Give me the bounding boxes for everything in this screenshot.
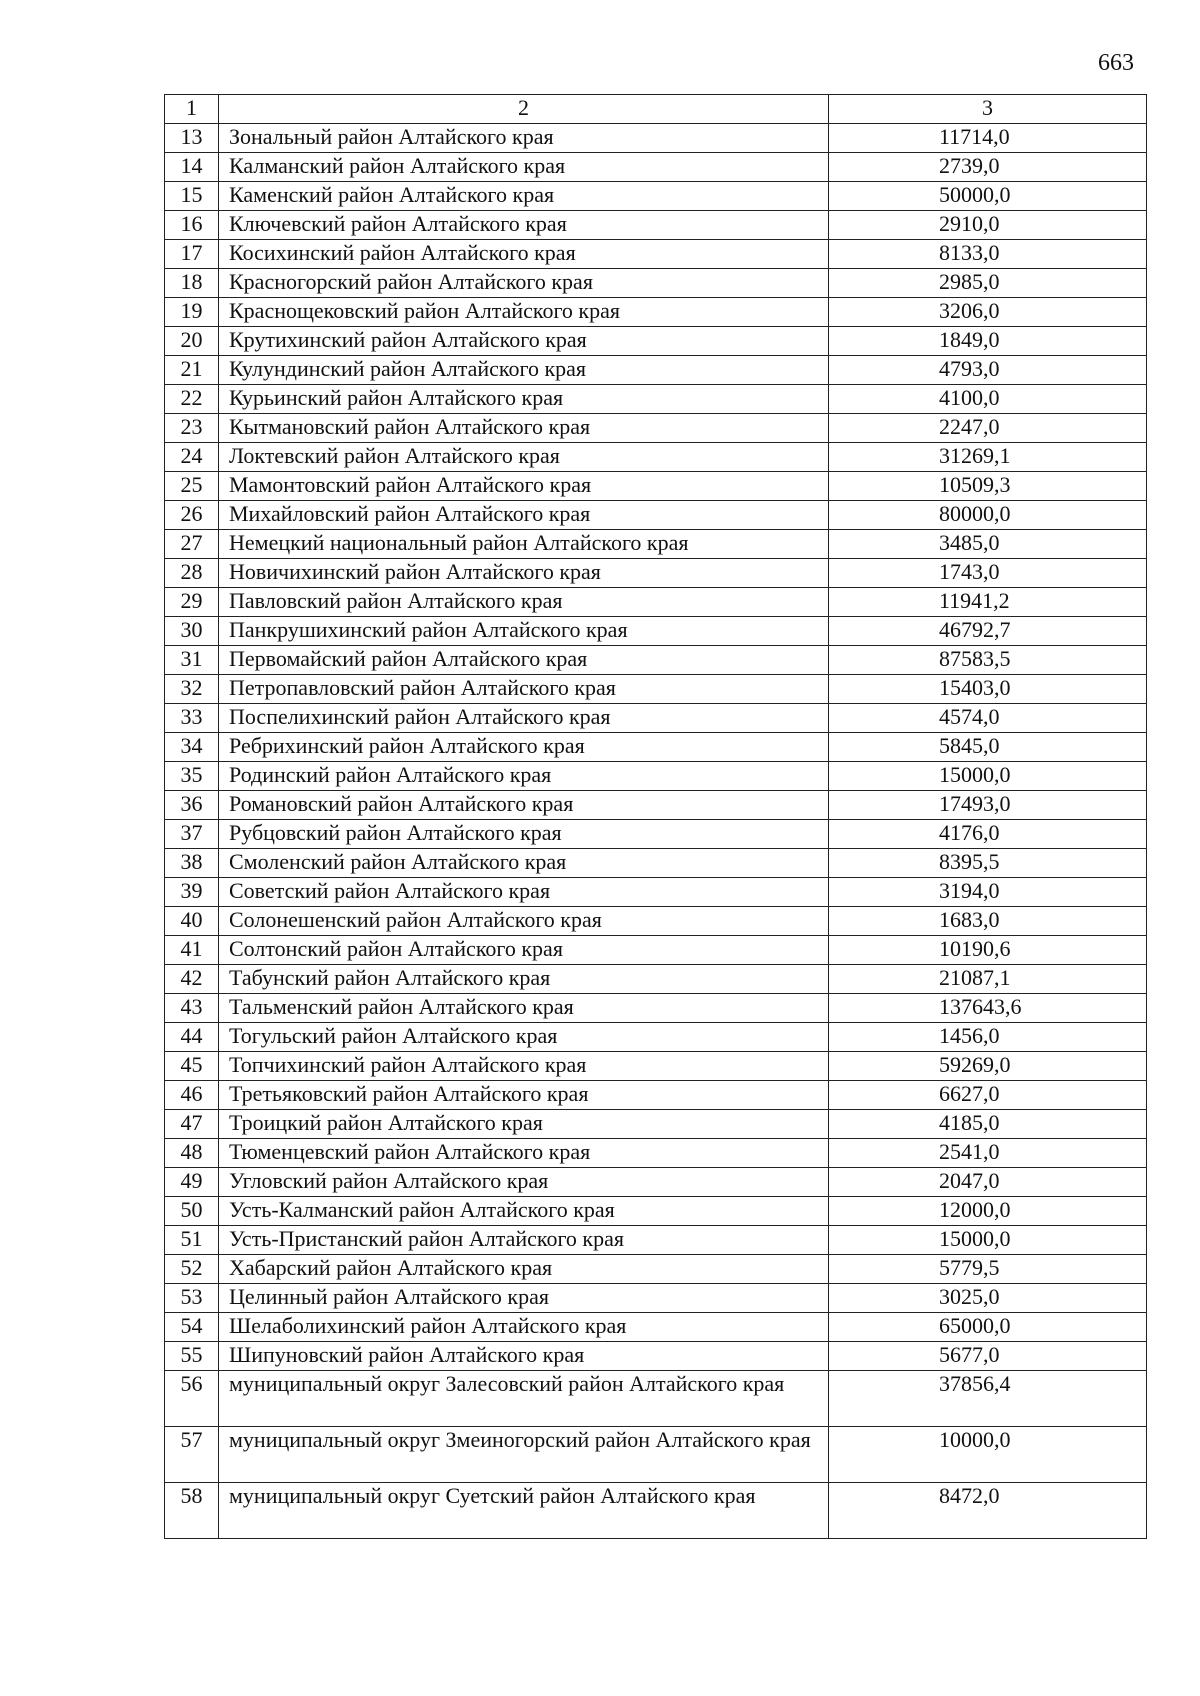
row-number-cell: 56 [165,1371,219,1427]
table-row [165,1255,1147,1284]
district-name-cell: Локтевский район Алтайского края [219,443,829,472]
amount-cell: 65000,0 [829,1313,1147,1342]
table-row [165,414,1147,443]
table-row [165,153,1147,182]
district-name-cell: Курьинский район Алтайского края [219,385,829,414]
row-number-cell: 41 [165,936,219,965]
row-number-cell: 15 [165,182,219,211]
amount-cell: 46792,7 [829,617,1147,646]
table-row [165,1226,1147,1255]
district-name-cell: Краснощековский район Алтайского края [219,298,829,327]
table-row [165,588,1147,617]
amount-cell: 37856,4 [829,1371,1147,1427]
table-row [165,1371,1147,1427]
row-number-cell: 45 [165,1052,219,1081]
amount-cell: 2047,0 [829,1168,1147,1197]
amount-cell: 2247,0 [829,414,1147,443]
table-row [165,878,1147,907]
row-number-cell: 30 [165,617,219,646]
district-name-cell: Советский район Алтайского края [219,878,829,907]
page-number: 663 [1098,50,1134,76]
table-row [165,1284,1147,1313]
row-number-cell: 43 [165,994,219,1023]
amount-cell: 10190,6 [829,936,1147,965]
amount-cell: 3025,0 [829,1284,1147,1313]
district-name-cell: Панкрушихинский район Алтайского края [219,617,829,646]
amount-cell: 3485,0 [829,530,1147,559]
amount-cell: 11714,0 [829,124,1147,153]
district-name-cell: Калманский район Алтайского края [219,153,829,182]
row-number-cell: 37 [165,820,219,849]
amount-cell: 5779,5 [829,1255,1147,1284]
row-number-cell: 23 [165,414,219,443]
row-number-cell: 44 [165,1023,219,1052]
district-name-cell: Кытмановский район Алтайского края [219,414,829,443]
district-name-cell: Павловский район Алтайского края [219,588,829,617]
row-number-cell: 22 [165,385,219,414]
table-row [165,211,1147,240]
row-number-cell: 49 [165,1168,219,1197]
row-number-cell: 25 [165,472,219,501]
amount-cell: 137643,6 [829,994,1147,1023]
amount-cell: 87583,5 [829,646,1147,675]
row-number-cell: 53 [165,1284,219,1313]
table-row [165,791,1147,820]
district-name-cell: Угловский район Алтайского края [219,1168,829,1197]
amount-cell: 11941,2 [829,588,1147,617]
table-row [165,472,1147,501]
amount-cell: 2910,0 [829,211,1147,240]
amount-cell: 10000,0 [829,1427,1147,1483]
table-header-row [165,95,1147,124]
amount-cell: 3206,0 [829,298,1147,327]
amount-cell: 4574,0 [829,704,1147,733]
district-name-cell: Рубцовский район Алтайского края [219,820,829,849]
table-row [165,965,1147,994]
table-row [165,994,1147,1023]
amount-cell: 2739,0 [829,153,1147,182]
district-name-cell: Солонешенский район Алтайского края [219,907,829,936]
amount-cell: 12000,0 [829,1197,1147,1226]
row-number-cell: 51 [165,1226,219,1255]
header-cell-3: 3 [829,95,1147,124]
district-name-cell: Каменский район Алтайского края [219,182,829,211]
district-name-cell: Табунский район Алтайского края [219,965,829,994]
district-name-cell: Романовский район Алтайского края [219,791,829,820]
amount-cell: 50000,0 [829,182,1147,211]
district-name-cell: Ключевский район Алтайского края [219,211,829,240]
district-name-cell: Хабарский район Алтайского края [219,1255,829,1284]
row-number-cell: 58 [165,1483,219,1539]
row-number-cell: 33 [165,704,219,733]
row-number-cell: 20 [165,327,219,356]
district-name-cell: Тогульский район Алтайского края [219,1023,829,1052]
amount-cell: 4793,0 [829,356,1147,385]
row-number-cell: 13 [165,124,219,153]
district-name-cell: муниципальный округ Залесовский район Алтайского края [219,1371,829,1427]
row-number-cell: 32 [165,675,219,704]
budget-table [164,94,1147,1539]
row-number-cell: 18 [165,269,219,298]
row-number-cell: 40 [165,907,219,936]
row-number-cell: 55 [165,1342,219,1371]
header-cell-2: 2 [219,95,829,124]
row-number-cell: 28 [165,559,219,588]
district-name-cell: Усть-Пристанский район Алтайского края [219,1226,829,1255]
district-name-cell: Красногорский район Алтайского края [219,269,829,298]
district-name-cell: Третьяковский район Алтайского края [219,1081,829,1110]
table-row [165,182,1147,211]
district-name-cell: Кулундинский район Алтайского края [219,356,829,385]
row-number-cell: 31 [165,646,219,675]
district-name-cell: муниципальный округ Змеиногорский район Алтайского края [219,1427,829,1483]
table-row [165,269,1147,298]
table-row [165,1168,1147,1197]
row-number-cell: 27 [165,530,219,559]
row-number-cell: 50 [165,1197,219,1226]
district-name-cell: Тюменцевский район Алтайского края [219,1139,829,1168]
district-name-cell: Тальменский район Алтайского края [219,994,829,1023]
table-row [165,1483,1147,1539]
amount-cell: 80000,0 [829,501,1147,530]
row-number-cell: 29 [165,588,219,617]
amount-cell: 4100,0 [829,385,1147,414]
table-row [165,530,1147,559]
district-name-cell: Немецкий национальный район Алтайского края [219,530,829,559]
district-name-cell: Шелаболихинский район Алтайского края [219,1313,829,1342]
district-name-cell: Зональный район Алтайского края [219,124,829,153]
row-number-cell: 26 [165,501,219,530]
table-row [165,1342,1147,1371]
row-number-cell: 36 [165,791,219,820]
district-name-cell: Новичихинский район Алтайского края [219,559,829,588]
district-name-cell: Усть-Калманский район Алтайского края [219,1197,829,1226]
district-name-cell: Мамонтовский район Алтайского края [219,472,829,501]
table-row [165,762,1147,791]
amount-cell: 6627,0 [829,1081,1147,1110]
district-name-cell: Михайловский район Алтайского края [219,501,829,530]
row-number-cell: 17 [165,240,219,269]
table-row [165,501,1147,530]
amount-cell: 15000,0 [829,1226,1147,1255]
row-number-cell: 14 [165,153,219,182]
amount-cell: 10509,3 [829,472,1147,501]
amount-cell: 15403,0 [829,675,1147,704]
row-number-cell: 48 [165,1139,219,1168]
table-row [165,1023,1147,1052]
table-row [165,1110,1147,1139]
header-cell-1: 1 [165,95,219,124]
row-number-cell: 52 [165,1255,219,1284]
amount-cell: 2541,0 [829,1139,1147,1168]
table-body [165,95,1147,1539]
row-number-cell: 34 [165,733,219,762]
row-number-cell: 19 [165,298,219,327]
amount-cell: 8472,0 [829,1483,1147,1539]
district-name-cell: Целинный район Алтайского края [219,1284,829,1313]
table-row [165,356,1147,385]
table-row [165,617,1147,646]
table-row [165,646,1147,675]
amount-cell: 59269,0 [829,1052,1147,1081]
district-name-cell: Троицкий район Алтайского края [219,1110,829,1139]
amount-cell: 3194,0 [829,878,1147,907]
district-name-cell: Петропавловский район Алтайского края [219,675,829,704]
amount-cell: 8395,5 [829,849,1147,878]
amount-cell: 5845,0 [829,733,1147,762]
row-number-cell: 42 [165,965,219,994]
table-row [165,936,1147,965]
row-number-cell: 35 [165,762,219,791]
row-number-cell: 38 [165,849,219,878]
amount-cell: 4176,0 [829,820,1147,849]
row-number-cell: 57 [165,1427,219,1483]
row-number-cell: 24 [165,443,219,472]
table-row [165,849,1147,878]
table-row [165,298,1147,327]
table-row [165,675,1147,704]
row-number-cell: 21 [165,356,219,385]
table-row [165,1081,1147,1110]
table-row [165,443,1147,472]
table-row [165,1139,1147,1168]
amount-cell: 2985,0 [829,269,1147,298]
district-name-cell: Ребрихинский район Алтайского края [219,733,829,762]
table-row [165,1313,1147,1342]
row-number-cell: 47 [165,1110,219,1139]
table-row [165,124,1147,153]
district-name-cell: Первомайский район Алтайского края [219,646,829,675]
amount-cell: 5677,0 [829,1342,1147,1371]
amount-cell: 1743,0 [829,559,1147,588]
amount-cell: 1683,0 [829,907,1147,936]
table-row [165,820,1147,849]
table-row [165,733,1147,762]
district-name-cell: Родинский район Алтайского края [219,762,829,791]
table-row [165,559,1147,588]
table-row [165,240,1147,269]
amount-cell: 4185,0 [829,1110,1147,1139]
district-name-cell: Шипуновский район Алтайского края [219,1342,829,1371]
table-row [165,907,1147,936]
amount-cell: 31269,1 [829,443,1147,472]
row-number-cell: 46 [165,1081,219,1110]
table-row [165,704,1147,733]
row-number-cell: 54 [165,1313,219,1342]
table-row [165,1197,1147,1226]
row-number-cell: 16 [165,211,219,240]
table-row [165,385,1147,414]
amount-cell: 15000,0 [829,762,1147,791]
district-name-cell: Косихинский район Алтайского края [219,240,829,269]
district-name-cell: Топчихинский район Алтайского края [219,1052,829,1081]
table-row [165,1052,1147,1081]
district-name-cell: муниципальный округ Суетский район Алтайского края [219,1483,829,1539]
district-name-cell: Смоленский район Алтайского края [219,849,829,878]
table-row [165,327,1147,356]
amount-cell: 1849,0 [829,327,1147,356]
district-name-cell: Солтонский район Алтайского края [219,936,829,965]
amount-cell: 1456,0 [829,1023,1147,1052]
amount-cell: 17493,0 [829,791,1147,820]
table-row [165,1427,1147,1483]
district-name-cell: Поспелихинский район Алтайского края [219,704,829,733]
amount-cell: 8133,0 [829,240,1147,269]
district-name-cell: Крутихинский район Алтайского края [219,327,829,356]
amount-cell: 21087,1 [829,965,1147,994]
row-number-cell: 39 [165,878,219,907]
